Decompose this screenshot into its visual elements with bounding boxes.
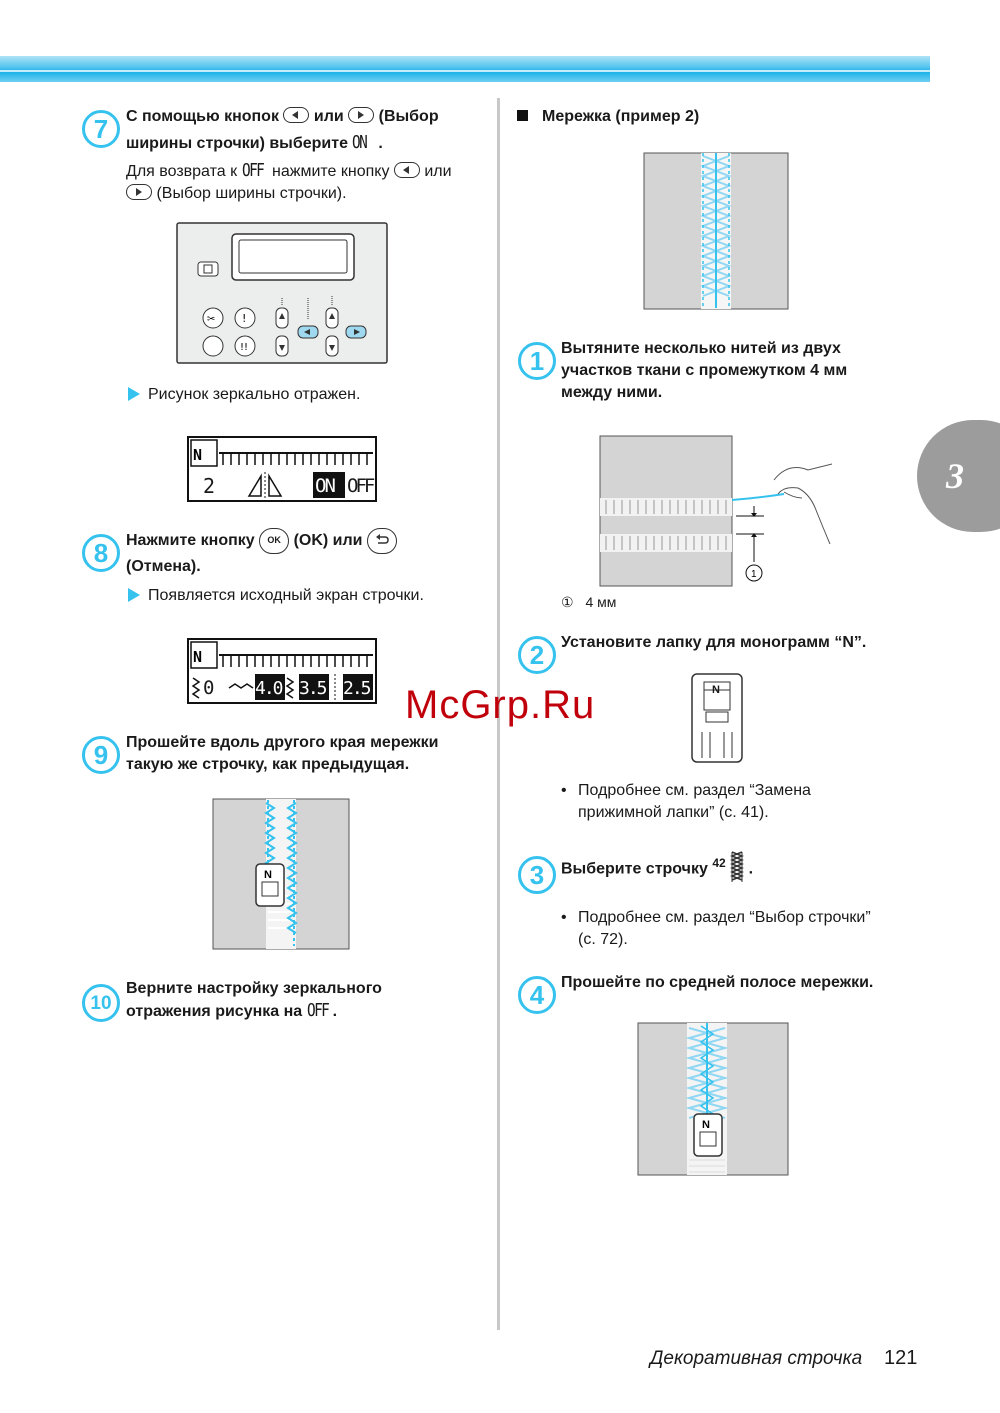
step-r3-note-2: (с. 72). [578,931,628,948]
lcd-pattern-number: 2 [203,474,216,498]
step-7-text-a: С помощью кнопок [126,108,279,125]
lcd-on-label: ON [315,475,334,497]
step-7-sub-c: или [424,163,452,180]
step-r2-note-2: прижимной лапки” (с. 41). [578,804,769,821]
svg-text:N: N [264,869,272,881]
step-10-number: 10 [82,984,120,1022]
svg-text:N: N [702,1119,710,1131]
control-panel-illustration [176,222,388,364]
lcd-off-label: OFF [347,475,373,497]
lcd-off-word: OFF [306,1000,328,1021]
chapter-number: 3 [946,456,964,496]
step-10-instruction [126,976,486,1023]
step-r2-number: 2 [518,636,556,674]
bullet-dot: • [561,909,567,926]
callout-number: 1 [751,569,757,580]
lcd-value-2: 4.0 [255,678,282,699]
right-arrow-key-icon [348,107,374,123]
step-r4-instruction: Прошейте по средней полосе мережки. [561,974,874,991]
svg-text:N: N [193,446,203,464]
square-bullet-icon [517,110,528,121]
step-7-result-text: Рисунок зеркально отражен. [148,386,361,403]
step-7-subtext [126,160,486,205]
svg-text:!!: !! [240,342,249,353]
fabric-sewing-illustration [212,798,350,950]
lcd-value-4: 2.5 [343,678,370,699]
result-arrow-icon [128,387,140,401]
stitch-number: 42 [712,856,726,870]
right-arrow-key-icon [126,184,152,200]
step-r1-instruction [561,336,921,404]
step-r1-number: 1 [518,342,556,380]
step-7-text-d: ширины строчки) выберите [126,135,348,152]
lcd-on-word: ON [352,132,367,153]
step-8-number: 8 [82,534,120,572]
step-10-period: . [332,1003,338,1020]
measurement-legend [561,594,616,611]
stitch-pattern-icon [730,850,744,884]
page-number: 121 [884,1347,918,1369]
step-7-period: . [378,135,383,152]
step-r2-note-1: Подробнее см. раздел “Замена [578,782,811,799]
step-8-result-text: Появляется исходный экран строчки. [148,587,424,604]
section-heading [517,104,699,130]
result-arrow-icon [128,588,140,602]
fabric-center-sewing-illustration [637,1022,789,1176]
step-10-line-2: отражения рисунка на [126,1003,303,1020]
step-r3-number: 3 [518,856,556,894]
step-r3-note-1: Подробнее см. раздел “Выбор строчки” [578,909,871,926]
lcd-off-word: OFF [241,160,263,181]
step-r2-note [561,780,901,824]
ok-key-icon: OK [259,528,289,554]
step-9-line-1: Прошейте вдоль другого края мережки [126,734,439,751]
step-8-text-b: (OK) или [293,532,363,550]
step-r3-text: Выберите строчку [561,860,708,878]
step-7-sub-d: (Выбор ширины строчки). [156,185,347,202]
step-r1-line-2: участков ткани с промежутком 4 мм [561,362,848,379]
step-10-line-1: Верните настройку зеркального [126,980,382,997]
step-8-text-c: (Отмена). [126,558,201,576]
step-7-sub-b: нажмите кнопку [272,163,390,180]
lcd-value-1: 0 [203,677,215,699]
step-r1-line-3: между ними. [561,384,663,401]
step-9-number: 9 [82,736,120,774]
svg-text:✂: ✂ [207,314,216,325]
bullet-dot: • [561,782,567,799]
footer-title: Декоративная строчка [650,1348,863,1369]
header-bar [0,56,930,82]
step-7-text-c: (Выбор [378,108,439,125]
lcd-value-3: 3.5 [299,678,326,699]
svg-text:N: N [193,648,203,666]
step-9-line-2: такую же строчку, как предыдущая. [126,756,410,773]
step-r4-number: 4 [518,976,556,1014]
watermark: McGrp.Ru [405,683,596,727]
legend-text: 4 мм [585,594,617,610]
left-arrow-key-icon [283,107,309,123]
step-8-result [128,585,424,607]
foot-letter: N [712,684,720,696]
section-title: Мережка (пример 2) [542,108,700,125]
pulled-threads-illustration [598,434,838,588]
step-8-text-a: Нажмите кнопку [126,532,255,550]
step-9-instruction [126,730,486,776]
step-7-text-b: или [313,108,344,125]
step-7-instruction [126,104,486,157]
svg-text:!: ! [242,312,247,325]
step-r3-instruction [561,850,921,886]
step-r1-line-1: Вытяните несколько нитей из двух [561,340,841,357]
step-r3-period: . [748,860,754,878]
fabric-example-illustration [643,152,789,310]
lcd-screen-default [187,638,377,704]
header-bar-line [0,70,930,72]
legend-mark: ① [561,594,574,610]
step-7-number: 7 [82,110,120,148]
step-7-result [128,384,360,406]
back-key-icon [367,528,397,554]
lcd-screen-mirror [187,436,377,502]
step-r3-note [561,907,911,951]
step-7-sub-a: Для возврата к [126,163,238,180]
step-8-instruction [126,528,486,580]
left-arrow-key-icon [394,162,420,178]
step-r2-instruction: Установите лапку для монограмм “N”. [561,634,867,651]
